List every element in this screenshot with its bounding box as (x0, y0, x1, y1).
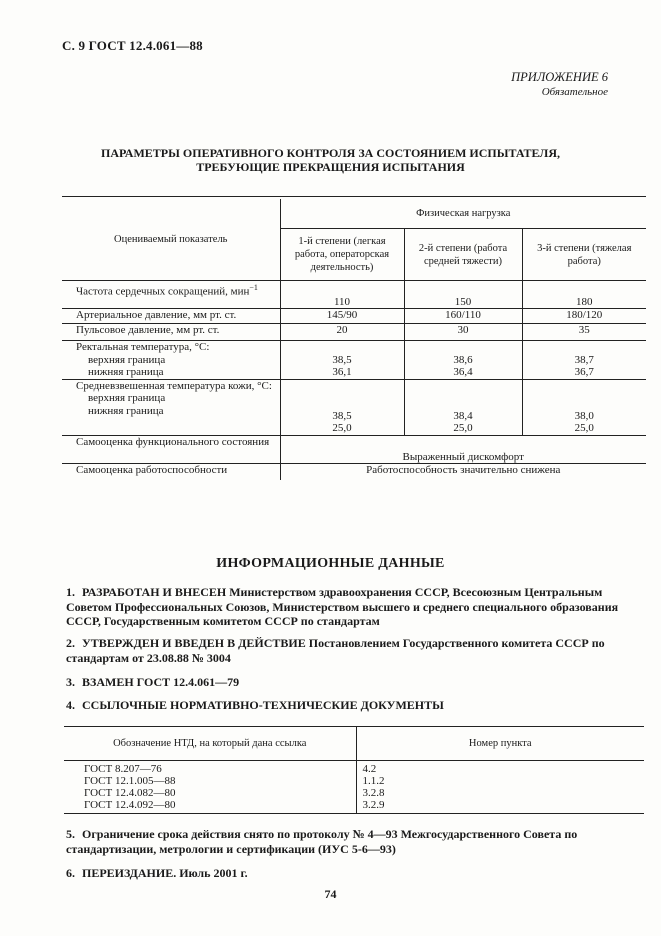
row-sublabel-lower: нижняя граница (88, 404, 164, 417)
cell-value: 38,5 (332, 409, 352, 422)
table-row (62, 435, 646, 463)
table-row (64, 799, 644, 814)
cell-value: 180/120 (522, 309, 646, 324)
cell-value: 25,0 (453, 422, 473, 434)
cell-value: 38,0 (574, 409, 594, 422)
ref-doc: ГОСТ 12.4.092—80 (64, 799, 356, 814)
cell-value: 35 (522, 324, 646, 341)
info-item-3 (66, 675, 646, 690)
row-sublabel-upper: верхняя граница (88, 392, 166, 404)
table-row (62, 309, 646, 324)
info-item-text: РАЗРАБОТАН И ВНЕСЕН Министерством здравоохранения СССР, Всесоюзным Центральным Советом Профессиональных Союзов, Министерством высшего и среднего специального образования СССР, Государственным комитетом СССР по стандартам (66, 585, 619, 628)
table-row (62, 341, 646, 380)
row-label-functional-state: Самооценка функционального состояния (62, 435, 280, 463)
cell-value: 110 (280, 281, 404, 309)
cell-value: 38,5 (332, 353, 352, 366)
cell-value: 25,0 (574, 422, 594, 434)
cell-value: 180 (522, 281, 646, 309)
table-row (64, 787, 644, 799)
cell-value: 36,7 (574, 366, 594, 378)
appendix-title: ПРИЛОЖЕНИЕ 6 (511, 70, 608, 84)
table-row (62, 463, 646, 480)
info-item-number: 3. (66, 675, 75, 689)
header-item-number: Номер пункта (356, 727, 644, 761)
row-label-skin-temp: Средневзвешенная температура кожи, °С: (76, 379, 272, 392)
header-degree-1: 1-й степени (легкая работа, операторская деятельность) (280, 229, 404, 281)
ref-doc: ГОСТ 8.207—76 (84, 763, 162, 775)
cell-value: 160/110 (404, 309, 522, 324)
header-document: Обозначение НТД, на который дана ссылка (64, 727, 356, 761)
cell-value: 25,0 (332, 422, 352, 434)
header-indicator: Оцениваемый показатель (62, 199, 280, 281)
info-item-6 (66, 866, 646, 881)
page-number: 74 (324, 887, 337, 901)
info-item-number: 2. (66, 636, 75, 650)
ref-item: 3.2.9 (356, 799, 644, 814)
cell-value: 20 (280, 324, 404, 341)
info-item-text: ВЗАМЕН ГОСТ 12.4.061—79 (82, 675, 240, 689)
row-label-work-capacity: Самооценка работоспособности (76, 463, 228, 476)
table-title (0, 146, 661, 174)
cell-value: 38,7 (574, 353, 594, 366)
info-item-text: ПЕРЕИЗДАНИЕ. Июль 2001 г. (82, 866, 248, 880)
control-parameters-table (62, 196, 646, 480)
cell-value: 150 (404, 281, 522, 309)
info-item-1 (66, 585, 646, 629)
cell-value: 30 (404, 324, 522, 341)
reference-documents-table (64, 726, 644, 814)
row-label-pulse: Пульсовое давление, мм рт. ст. (62, 324, 280, 341)
info-item-text: УТВЕРЖДЕН И ВВЕДЕН В ДЕЙСТВИЕ Постановлением Государственного комитета СССР по стандартам от 23.08.88 № 3004 (66, 636, 605, 665)
row-label-rectal: Ректальная температура, °С: (76, 341, 210, 353)
row-sublabel-lower: нижняя граница (88, 366, 164, 378)
info-item-4 (66, 698, 646, 713)
ref-doc: ГОСТ 12.4.082—80 (84, 787, 176, 799)
cell-value-merged: Выраженный дискомфорт (280, 435, 646, 463)
row-label-heart-rate: Частота сердечных сокращений, мин (76, 285, 250, 298)
page-header: С. 9 ГОСТ 12.4.061—88 (62, 38, 203, 53)
appendix-label (511, 70, 608, 100)
cell-value-merged: Работоспособность значительно снижена (280, 463, 646, 480)
info-item-text: ССЫЛОЧНЫЕ НОРМАТИВНО-ТЕХНИЧЕСКИЕ ДОКУМЕНТЫ (82, 698, 444, 712)
table-row (62, 324, 646, 341)
row-sublabel-upper: верхняя граница (88, 353, 166, 366)
header-degree-3: 3-й степени (тяжелая работа) (522, 229, 646, 281)
table-title-line2: ТРЕБУЮЩИЕ ПРЕКРАЩЕНИЯ ИСПЫТАНИЯ (196, 160, 465, 174)
table-row (62, 379, 646, 435)
cell-value: 36,4 (453, 366, 473, 378)
info-item-2 (66, 636, 646, 665)
ref-item: 1.1.2 (356, 775, 644, 787)
appendix-subtitle: Обязательное (541, 86, 608, 98)
info-section-title: ИНФОРМАЦИОННЫЕ ДАННЫЕ (216, 556, 445, 571)
info-item-number: 1. (66, 585, 75, 599)
cell-value: 38,6 (453, 353, 473, 366)
row-label-sup: −1 (249, 283, 258, 292)
row-label-arterial: Артериальное давление, мм рт. ст. (62, 309, 280, 324)
header-degree-2: 2-й степени (работа средней тяжести) (404, 229, 522, 281)
info-item-5 (66, 827, 646, 856)
info-item-text: Ограничение срока действия снято по протоколу № 4—93 Межгосударственного Совета по стандартизации, метрологии и сертификации (ИУС 5-6—93) (66, 827, 578, 856)
info-item-number: 4. (66, 698, 75, 712)
cell-value: 36,1 (332, 366, 352, 378)
info-item-number: 6. (66, 866, 75, 880)
cell-value: 145/90 (280, 309, 404, 324)
table-row (64, 761, 644, 776)
info-item-number: 5. (66, 827, 75, 841)
ref-item: 4.2 (356, 761, 644, 776)
cell-value: 38,4 (453, 409, 473, 422)
table-row (64, 775, 644, 787)
header-physical-load: Физическая нагрузка (280, 199, 646, 229)
table-row (62, 281, 646, 309)
ref-doc: ГОСТ 12.1.005—88 (84, 775, 176, 787)
table-title-line1: ПАРАМЕТРЫ ОПЕРАТИВНОГО КОНТРОЛЯ ЗА СОСТОЯНИЕМ ИСПЫТАТЕЛЯ, (101, 146, 560, 160)
ref-item: 3.2.8 (356, 787, 644, 799)
